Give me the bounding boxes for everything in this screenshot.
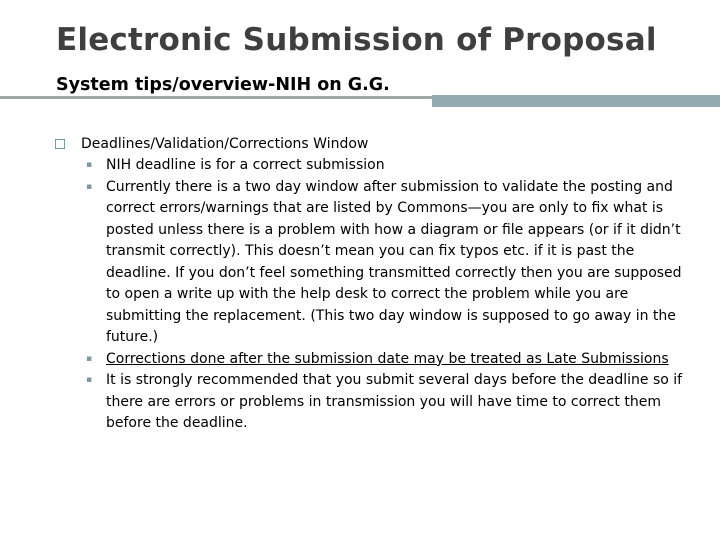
slide-subtitle: System tips/overview-NIH on G.G. bbox=[56, 75, 390, 95]
list-item-text: Currently there is a two day window after submission to validate the posting and correct errors/warnings that are listed by Commons—you are only to fix what is posted unless there is a problem with how a diagram or file appears (or if it didn’t transmit correctly). This doesn’t mean you can fix typos etc. if it is past the deadline. If you don’t feel something transmitted correctly then you are supposed to open a write up with the help desk to correct the problem while you are submitting the replacement. (This two day window is supposed to go away in the future.) bbox=[106, 178, 682, 345]
slide-title: Electronic Submission of Proposal bbox=[56, 22, 657, 58]
bullet-dot-icon: ▪ bbox=[86, 181, 93, 192]
bullet-dot-icon: ▪ bbox=[86, 353, 93, 364]
list-item-text: NIH deadline is for a correct submission bbox=[106, 157, 385, 173]
list-item bbox=[86, 370, 688, 435]
bullet-list bbox=[86, 155, 688, 435]
square-bullet-icon bbox=[55, 139, 65, 149]
list-item bbox=[86, 349, 688, 371]
list-item bbox=[86, 155, 688, 177]
bullet-dot-icon: ▪ bbox=[86, 375, 93, 385]
section-heading: Deadlines/Validation/Corrections Window bbox=[81, 136, 369, 152]
bullet-dot-icon: ▪ bbox=[86, 160, 93, 170]
title-divider-bar bbox=[432, 95, 720, 107]
list-item bbox=[86, 177, 688, 349]
title-divider-line bbox=[0, 96, 432, 99]
list-item-text: Corrections done after the submission date may be treated as Late Submissions bbox=[106, 350, 669, 367]
list-item-text: It is strongly recommended that you submit several days before the deadline so if there are errors or problems in transmission you will have time to correct them before the deadline. bbox=[106, 372, 683, 431]
